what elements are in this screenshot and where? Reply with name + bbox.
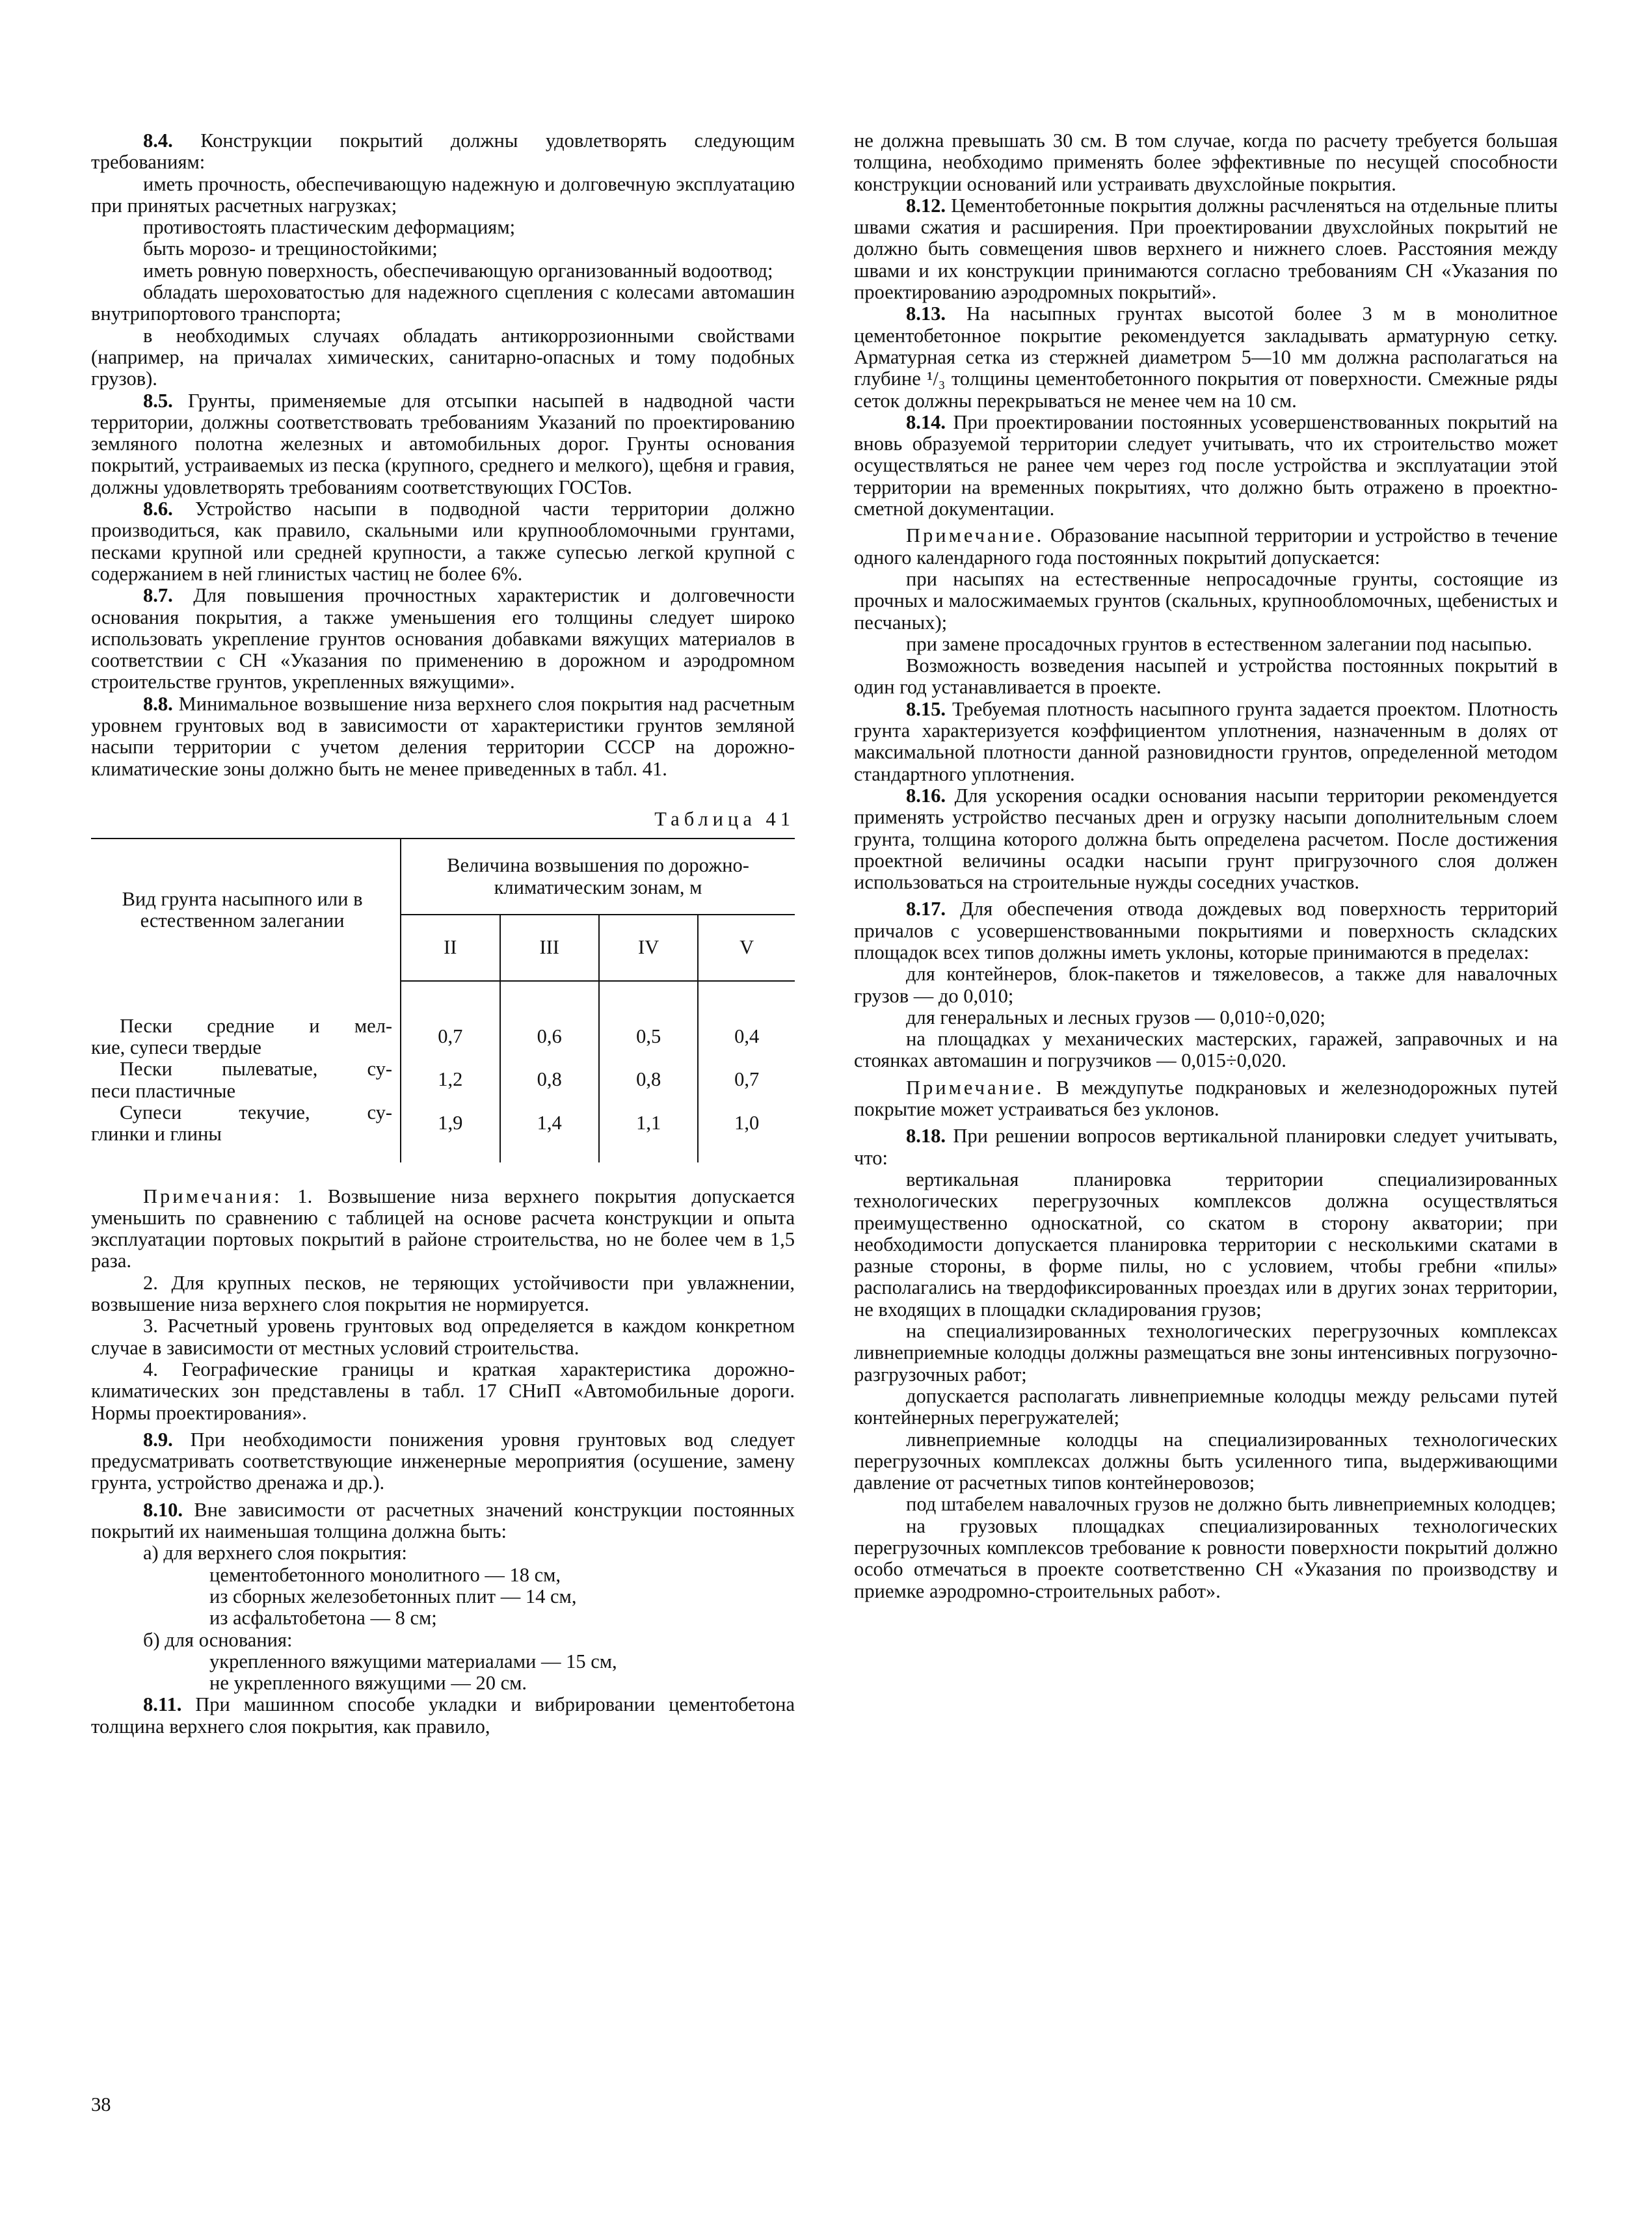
section-number: 8.8.	[143, 692, 173, 715]
section-lead: Для обеспечения отвода дождевых вод поверхность территорий причалов с усовершенствованными покрытиями и поверхность складских площадок всех типов должны иметь уклоны, которые принимаются в пределах:	[854, 898, 1558, 963]
list-item: противостоять пластическим деформациям;	[143, 216, 516, 239]
table-cell: 1,1	[599, 1102, 698, 1146]
section-text: Для повышения прочностных характеристик и долговечности основания покрытия, а также уменьшения его толщины следует широко использовать укрепление грунтов основания добавками вяжущих материалов в соответствии с СН «Указания по применению в дорожном и аэродромном строительстве грунтов, укрепленных вяжущими».	[91, 584, 795, 693]
table-cell: 1,0	[734, 1111, 760, 1134]
section-8-9	[91, 1429, 795, 1494]
section-text: Для ускорения осадки основания насыпи территории рекомендуется применять устройство песчаных дрен и огрузку насыпи дополнительным слоем грунта, толщина которого должна быть определена расчетом. После достижения проектной величины осадки насыпи грунт пригрузочного слоя должен использоваться на строительные нужды соседних участков.	[854, 784, 1558, 894]
list-item: в необходимых случаях обладать антикоррозионными свойствами (например, на причалах химических, санитарно-опасных и тому подобных грузов).	[91, 324, 795, 390]
section-8-6	[91, 498, 795, 585]
section-number: 8.11.	[143, 1693, 182, 1716]
list-heading: а) для верхнего слоя покрытия:	[143, 1542, 407, 1564]
list-item: быть морозо- и трещиностойкими;	[143, 237, 438, 260]
section-text: Минимальное возвышение низа верхнего слоя покрытия над расчетным уровнем грунтовых вод в зависимости от характеристики грунтов земляной насыпи территории с учетом деления территории СССР на дорожно-климатические зоны должно быть не менее приведенных в табл. 41.	[91, 692, 795, 780]
section-text: Грунты, применяемые для отсыпки насыпей в надводной части территории, должны соответствовать требованиям Указаний по проектированию земляного полотна железных и автомобильных дорог. Грунты основания покрытий, устраиваемых из песка (крупного, среднего и мелкого), щебня и гравия, должны удовлетворять требованиям соответствующих ГОСТов.	[91, 389, 795, 498]
list-heading: б) для основания:	[143, 1628, 293, 1651]
section-number: 8.7.	[143, 584, 173, 607]
list-item: из сборных железобетонных плит — 14 см,	[209, 1585, 577, 1607]
section-8-11	[91, 1694, 795, 1738]
table-cell: 0,4	[734, 1025, 760, 1047]
section-text: При необходимости понижения уровня грунтовых вод следует предусматривать соответствующие инженерные мероприятия (осушение, замену грунта, устройство дренажа и др.).	[91, 1428, 795, 1494]
table-cell: 0,7	[734, 1068, 760, 1091]
left-column	[91, 130, 795, 1738]
section-8-15	[854, 699, 1558, 785]
page-number: 38	[91, 2093, 111, 2115]
right-column	[854, 130, 1558, 1602]
section-text: Требуемая плотность насыпного грунта задается проектом. Плотность грунта характеризуется коэффициентом уплотнения, назначенным в долях от максимальной плотности данной разновидности грунтов, определенной методом стандартного уплотнения.	[854, 697, 1558, 785]
table-row	[91, 1015, 795, 1059]
section-text: При проектировании постоянных усовершенствованных покрытий на вновь образуемой территории следует учитывать, что их строительство может осуществляться не ранее чем через год после устройства и эксплуатации этой территории на временных покрытиях, что должно быть отражено в проектно-сметной документации.	[854, 410, 1558, 520]
section-8-16	[854, 785, 1558, 893]
section-number: 8.4.	[143, 129, 173, 152]
note-title: Примечание.	[906, 524, 1045, 547]
table-notes-1	[91, 1186, 795, 1272]
section-lead: Вне зависимости от расчетных значений конструкции постоянных покрытий их наименьшая толщина должна быть:	[91, 1498, 795, 1543]
section-number: 8.9.	[143, 1428, 173, 1451]
note-title: Примечание.	[906, 1076, 1045, 1099]
note-text: Образование насыпной территории и устройство в течение одного календарного года постоянных покрытий допускается:	[854, 524, 1558, 569]
row-label: Супеси текучие, су- глинки и глины	[91, 1102, 401, 1146]
section-number: 8.14.	[906, 410, 946, 433]
section-number: 8.17.	[906, 898, 946, 920]
table-cell: 0,8	[500, 1058, 599, 1102]
list-item: под штабелем навалочных грузов не должно быть ливнеприемных колодцев;	[906, 1493, 1556, 1516]
section-number: 8.15.	[906, 697, 946, 720]
list-item: иметь прочность, обеспечивающую надежную и долговечную эксплуатацию при принятых расчетных нагрузках;	[91, 172, 795, 217]
section-lead: При решении вопросов вертикальной планировки следует учитывать, что:	[854, 1125, 1558, 1169]
list-item: на грузовых площадках специализированных технологических перегрузочных комплексов требование к ровности поверхности покрытий должно особо отмечаться в проекте соответственно СН «Указания по производству и приемке аэродромно-строительных работ».	[854, 1514, 1558, 1602]
section-text: На насыпных грунтах высотой более 3 м в монолитное цементобетонное покрытие рекомендуется закладывать арматурную сетку. Арматурная сетка из стержней диаметром 5—10 мм должна располагаться на глубине ¹/₃ толщины цементобетонного покрытия от поверхности. Смежные ряды сеток должны перекрываться не менее чем на 10 см.	[854, 302, 1558, 412]
section-lead: Конструкции покрытий должны удовлетворять следующим требованиям:	[91, 129, 795, 174]
section-8-4	[91, 130, 795, 174]
table-cell: 0,5	[599, 1015, 698, 1059]
table-caption: Таблица 41	[654, 807, 795, 830]
note-text: 3. Расчетный уровень грунтовых вод определяется в каждом конкретном случае в зависимости от местных условий строительства.	[91, 1315, 795, 1359]
note-text: 1. Возвышение низа верхнего покрытия допускается уменьшить по сравнению с таблицей на основе расчета конструкции и опыта эксплуатации портовых покрытий в районе строительства, но не более чем в 1,5 раза.	[91, 1185, 795, 1272]
row-label: Пески средние и мел- кие, супеси твердые	[91, 1015, 401, 1059]
list-item: не укрепленного вяжущими — 20 см.	[209, 1672, 527, 1695]
section-number: 8.6.	[143, 498, 173, 520]
section-number: 8.13.	[906, 302, 946, 325]
table-cell: 0,8	[599, 1058, 698, 1102]
list-item: для контейнеров, блок-пакетов и тяжеловесов, а также для навалочных грузов — до 0,010;	[854, 963, 1558, 1007]
list-item: на специализированных технологических перегрузочных комплексах ливнеприемные колодцы должны размещаться вне зоны интенсивных погрузочно-разгрузочных работ;	[854, 1320, 1558, 1386]
section-number: 8.10.	[143, 1498, 183, 1521]
list-item: иметь ровную поверхность, обеспечивающую организованный водоотвод;	[143, 259, 773, 282]
section-8-12	[854, 195, 1558, 303]
table-row	[91, 1102, 795, 1146]
section-number: 8.18.	[906, 1125, 946, 1148]
list-item: цементобетонного монолитного — 18 см,	[209, 1563, 561, 1586]
table-cell: 0,7	[401, 1015, 500, 1059]
section-8-8	[91, 693, 795, 780]
note-text: 4. Географические границы и краткая характеристика дорожно-климатических зон представлены в табл. 17 СНиП «Автомобильные дороги. Нормы проектирования».	[91, 1358, 795, 1424]
section-8-11-continued: не должна превышать 30 см. В том случае, когда по расчету требуется большая толщина, необходимо применять более эффективные по несущей способности конструкции оснований или устраивать двухслойные покрытия.	[854, 129, 1558, 195]
section-number: 8.12.	[906, 194, 946, 217]
section-8-7	[91, 585, 795, 693]
section-8-18	[854, 1125, 1558, 1169]
table-cell: 0,6	[500, 1015, 599, 1059]
list-item: ливнеприемные колодцы на специализированных технологических перегрузочных комплексах должны быть усиленного типа, выдерживающими давление от расчетных типов контейнеровозов;	[854, 1428, 1558, 1494]
table-row	[91, 1058, 795, 1102]
header-zone: III	[500, 915, 599, 981]
note-text: 2. Для крупных песков, не теряющих устойчивости при увлажнении, возвышение низа верхнего слоя покрытия не нормируется.	[91, 1271, 795, 1316]
row-label: Пески пылеватые, су- песи пластичные	[91, 1058, 401, 1102]
notes-title: Примечания:	[143, 1185, 282, 1207]
list-item: вертикальная планировка территории специализированных технологических перегрузочных комплексов должна осуществляться преимущественно односкатной, со скатом в сторону акватории; при необходимости допускается планировка территории с несколькими скатами в разные стороны, в форме пилы, но с условием, чтобы гребни «пилы» располагались на твердофиксированных проездах или в других зонах территории, не входящих в площадки складирования грузов;	[854, 1168, 1558, 1321]
section-text: Устройство насыпи в подводной части территории должно производиться, как правило, скальными или крупнообломочными грунтами, песками крупной или средней крупности, а также супесью легкой крупной с содержанием в ней глинистых частиц не более 6%.	[91, 498, 795, 585]
list-item: при насыпях на естественные непросадочные грунты, состоящие из прочных и малосжимаемых грунтов (скальных, крупнообломочных, щебенистых и песчаных);	[854, 567, 1558, 634]
note-8-14	[854, 525, 1558, 569]
section-8-5	[91, 390, 795, 498]
table-cell: 1,9	[401, 1102, 500, 1146]
note-8-17	[854, 1077, 1558, 1121]
table-cell: 1,4	[500, 1102, 599, 1146]
note-text: В междупутье подкрановых и железнодорожных путей покрытие может устраиваться без уклонов.	[854, 1076, 1558, 1121]
section-8-14	[854, 412, 1558, 520]
section-text: Цементобетонные покрытия должны расчленяться на отдельные плиты швами сжатия и расширения. При проектировании двухслойных покрытий не должно быть совмещения швов верхнего и нижнего слоев. Расстояния между швами и их конструкции принимаются согласно требованиям СН «Указания по проектированию аэродромных покрытий».	[854, 194, 1558, 304]
list-item: обладать шероховатостью для надежного сцепления с колесами автомашин внутрипортового транспорта;	[91, 281, 795, 325]
section-8-17	[854, 898, 1558, 963]
list-item: на площадках у механических мастерских, гаражей, заправочных и на стоянках автомашин и погрузчиков — 0,015÷0,020.	[854, 1028, 1558, 1072]
section-number: 8.5.	[143, 389, 173, 412]
section-number: 8.16.	[906, 784, 946, 807]
list-item: Возможность возведения насыпей и устройства постоянных покрытий в один год устанавливается в проекте.	[854, 654, 1558, 699]
list-item: допускается располагать ливнеприемные колодцы между рельсами путей контейнерных перегружателей;	[854, 1384, 1558, 1429]
header-zone: V	[698, 915, 795, 981]
section-8-13	[854, 303, 1558, 411]
list-item: при замене просадочных грунтов в естественном залегании под насыпью.	[906, 632, 1532, 655]
table-41	[91, 838, 795, 1162]
list-item: из асфальтобетона — 8 см;	[209, 1607, 437, 1630]
header-soil-kind: Вид грунта насыпного или в естественном залегании	[91, 839, 401, 981]
table-cell: 1,2	[401, 1058, 500, 1102]
header-elevation-group: Величина возвышения по дорожно-климатическим зонам, м	[401, 839, 795, 915]
section-text: При машинном способе укладки и вибрировании цементобетона толщина верхнего слоя покрытия, как правило,	[91, 1693, 795, 1738]
header-zone: IV	[599, 915, 698, 981]
section-8-10	[91, 1499, 795, 1543]
list-item: укрепленного вяжущими материалами — 15 см,	[209, 1650, 617, 1672]
list-item: для генеральных и лесных грузов — 0,010÷0,020;	[906, 1006, 1326, 1028]
header-zone: II	[401, 915, 500, 981]
